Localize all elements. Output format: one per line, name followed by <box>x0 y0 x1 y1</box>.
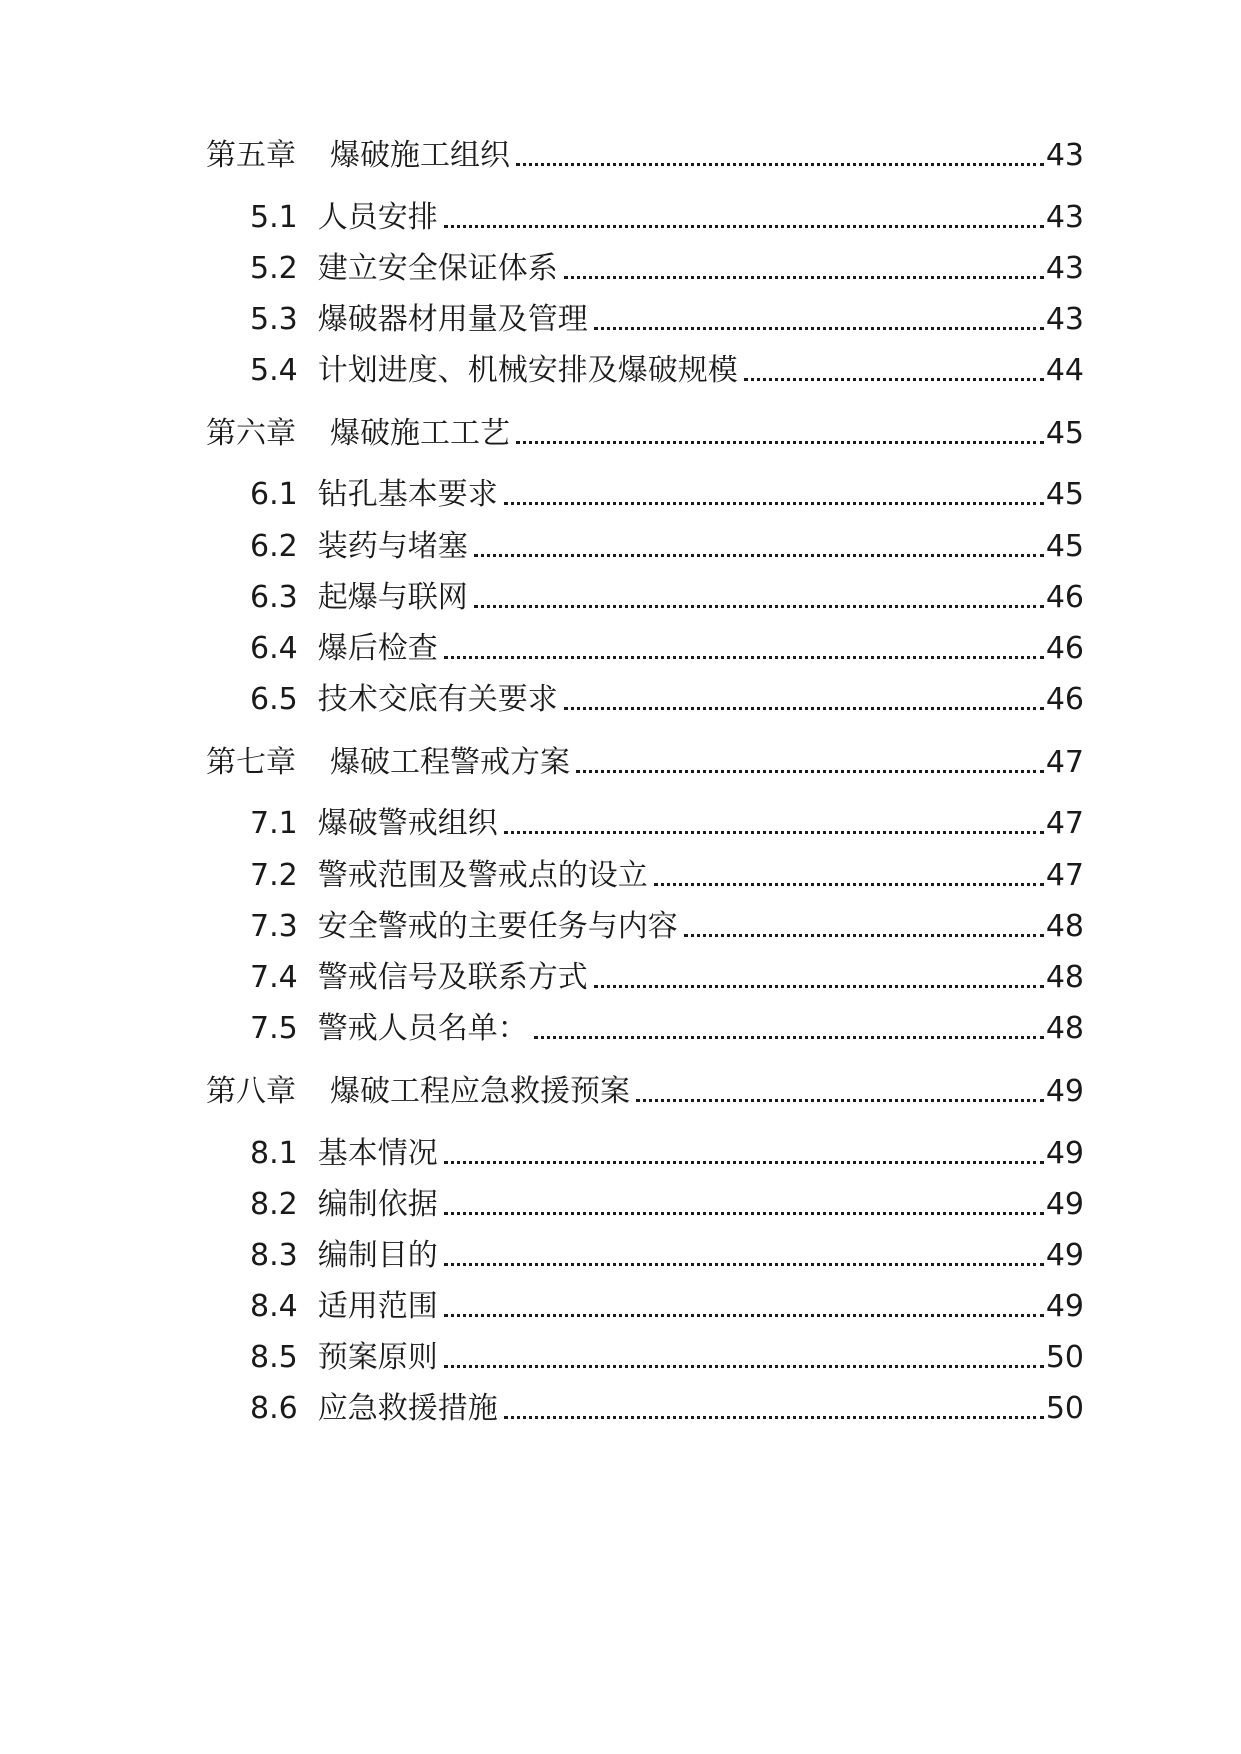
toc-dot-leader <box>504 1416 1044 1419</box>
toc-entry-number: 6.3 <box>250 580 298 615</box>
toc-dot-leader <box>576 770 1044 773</box>
toc-section-entry[interactable] <box>206 852 1084 896</box>
toc-entry-number: 第八章 <box>206 1074 296 1109</box>
toc-section-entry[interactable] <box>206 296 1084 340</box>
toc-entry-title: 爆破警戒组织 <box>317 806 498 841</box>
toc-dot-leader <box>444 1365 1044 1368</box>
toc-entry-number: 7.3 <box>250 909 298 944</box>
toc-page-number: 43 <box>1045 200 1084 235</box>
toc-dot-leader <box>684 934 1044 937</box>
toc-entry-number: 8.6 <box>250 1391 298 1426</box>
toc-page-number: 48 <box>1045 960 1084 995</box>
toc-dot-leader <box>474 554 1044 557</box>
toc-entry-title: 警戒人员名单： <box>317 1011 528 1046</box>
toc-entry-number: 7.5 <box>250 1011 298 1046</box>
toc-entry-title: 警戒范围及警戒点的设立 <box>317 858 648 893</box>
toc-entry-title: 编制依据 <box>317 1187 438 1222</box>
toc-entry-number: 7.2 <box>250 858 298 893</box>
toc-entry-title: 警戒信号及联系方式 <box>317 960 588 995</box>
toc-page-number: 43 <box>1045 251 1084 286</box>
toc-dot-leader <box>504 502 1044 505</box>
toc-entry-number: 第五章 <box>206 138 296 173</box>
toc-entry-title: 安全警戒的主要任务与内容 <box>317 909 678 944</box>
toc-dot-leader <box>444 1314 1044 1317</box>
toc-entry-title: 适用范围 <box>317 1289 438 1324</box>
toc-section-entry[interactable] <box>206 1181 1084 1225</box>
toc-dot-leader <box>474 605 1044 608</box>
toc-dot-leader <box>516 163 1044 166</box>
toc-dot-leader <box>744 378 1044 381</box>
toc-entry-number: 8.3 <box>250 1238 298 1273</box>
toc-page-number: 48 <box>1045 909 1084 944</box>
toc-entry-title: 编制目的 <box>317 1238 438 1273</box>
toc-page-number: 49 <box>1045 1289 1084 1324</box>
toc-dot-leader <box>594 327 1044 330</box>
toc-section-entry[interactable] <box>206 471 1084 515</box>
toc-section-entry[interactable] <box>206 903 1084 947</box>
toc-entry-number: 6.1 <box>250 477 298 512</box>
toc-entry-title: 爆破施工工艺 <box>330 416 510 451</box>
toc-page-number: 50 <box>1045 1340 1084 1375</box>
toc-section-entry[interactable] <box>206 574 1084 618</box>
toc-dot-leader <box>564 276 1044 279</box>
toc-entry-number: 第六章 <box>206 416 296 451</box>
toc-entry-title: 人员安排 <box>317 200 438 235</box>
toc-entry-title: 建立安全保证体系 <box>317 251 558 286</box>
toc-page-number: 46 <box>1045 682 1084 717</box>
toc-page-number: 45 <box>1045 477 1084 512</box>
toc-dot-leader <box>444 1263 1044 1266</box>
toc-dot-leader <box>504 831 1044 834</box>
toc-dot-leader <box>444 225 1044 228</box>
toc-dot-leader <box>564 707 1044 710</box>
toc-chapter-entry[interactable] <box>206 1068 1084 1112</box>
toc-entry-number: 5.4 <box>250 353 298 388</box>
toc-section-entry[interactable] <box>206 676 1084 720</box>
toc-entry-title: 应急救援措施 <box>317 1391 498 1426</box>
toc-dot-leader <box>444 656 1044 659</box>
toc-entry-number: 6.2 <box>250 529 298 564</box>
toc-entry-number: 8.1 <box>250 1136 298 1171</box>
toc-dot-leader <box>444 1161 1044 1164</box>
toc-chapter-entry[interactable] <box>206 410 1084 454</box>
toc-entry-number: 7.1 <box>250 806 298 841</box>
toc-page-number: 47 <box>1045 745 1084 780</box>
toc-entry-number: 5.2 <box>250 251 298 286</box>
toc-entry-number: 6.5 <box>250 682 298 717</box>
toc-section-entry[interactable] <box>206 245 1084 289</box>
toc-entry-number: 8.4 <box>250 1289 298 1324</box>
toc-entry-number: 5.1 <box>250 200 298 235</box>
toc-page-number: 47 <box>1045 858 1084 893</box>
toc-entry-title: 爆破施工组织 <box>330 138 510 173</box>
toc-entry-title: 爆后检查 <box>317 631 438 666</box>
toc-entry-number: 7.4 <box>250 960 298 995</box>
toc-section-entry[interactable] <box>206 1232 1084 1276</box>
toc-entry-number: 5.3 <box>250 302 298 337</box>
toc-section-entry[interactable] <box>206 1385 1084 1429</box>
toc-section-entry[interactable] <box>206 1283 1084 1327</box>
toc-entry-title: 爆破器材用量及管理 <box>317 302 588 337</box>
toc-dot-leader <box>516 441 1044 444</box>
toc-page-number: 49 <box>1045 1074 1084 1109</box>
toc-section-entry[interactable] <box>206 1130 1084 1174</box>
toc-page-number: 46 <box>1045 631 1084 666</box>
toc-entry-title: 预案原则 <box>317 1340 438 1375</box>
toc-entry-title: 技术交底有关要求 <box>317 682 558 717</box>
toc-page-number: 43 <box>1045 138 1084 173</box>
toc-entry-title: 计划进度、机械安排及爆破规模 <box>317 353 738 388</box>
toc-dot-leader <box>636 1099 1044 1102</box>
toc-dot-leader <box>444 1212 1044 1215</box>
toc-entry-number: 8.5 <box>250 1340 298 1375</box>
toc-section-entry[interactable] <box>206 800 1084 844</box>
toc-dot-leader <box>594 985 1044 988</box>
toc-section-entry[interactable] <box>206 1005 1084 1049</box>
toc-entry-number: 第七章 <box>206 745 296 780</box>
toc-entry-title: 装药与堵塞 <box>317 529 468 564</box>
toc-page-number: 50 <box>1045 1391 1084 1426</box>
toc-entry-number: 8.2 <box>250 1187 298 1222</box>
toc-page-number: 49 <box>1045 1238 1084 1273</box>
toc-section-entry[interactable] <box>206 1334 1084 1378</box>
toc-section-entry[interactable] <box>206 954 1084 998</box>
toc-page-number: 47 <box>1045 806 1084 841</box>
toc-page-number: 43 <box>1045 302 1084 337</box>
toc-section-entry[interactable] <box>206 523 1084 567</box>
toc-section-entry[interactable] <box>206 347 1084 391</box>
toc-page-number: 44 <box>1045 353 1084 388</box>
toc-entry-number: 6.4 <box>250 631 298 666</box>
toc-section-entry[interactable] <box>206 194 1084 238</box>
toc-page-number: 45 <box>1045 416 1084 451</box>
toc-entry-title: 爆破工程应急救援预案 <box>330 1074 630 1109</box>
toc-dot-leader <box>534 1036 1044 1039</box>
toc-page-number: 49 <box>1045 1187 1084 1222</box>
toc-entry-title: 爆破工程警戒方案 <box>330 745 570 780</box>
toc-entry-title: 钻孔基本要求 <box>317 477 498 512</box>
toc-chapter-entry[interactable] <box>206 739 1084 783</box>
toc-page-number: 48 <box>1045 1011 1084 1046</box>
toc-page-number: 46 <box>1045 580 1084 615</box>
toc-page-number: 49 <box>1045 1136 1084 1171</box>
toc-entry-title: 基本情况 <box>317 1136 438 1171</box>
toc-chapter-entry[interactable] <box>206 132 1084 176</box>
toc-entry-title: 起爆与联网 <box>317 580 468 615</box>
toc-page-number: 45 <box>1045 529 1084 564</box>
toc-dot-leader <box>654 883 1044 886</box>
toc-section-entry[interactable] <box>206 625 1084 669</box>
